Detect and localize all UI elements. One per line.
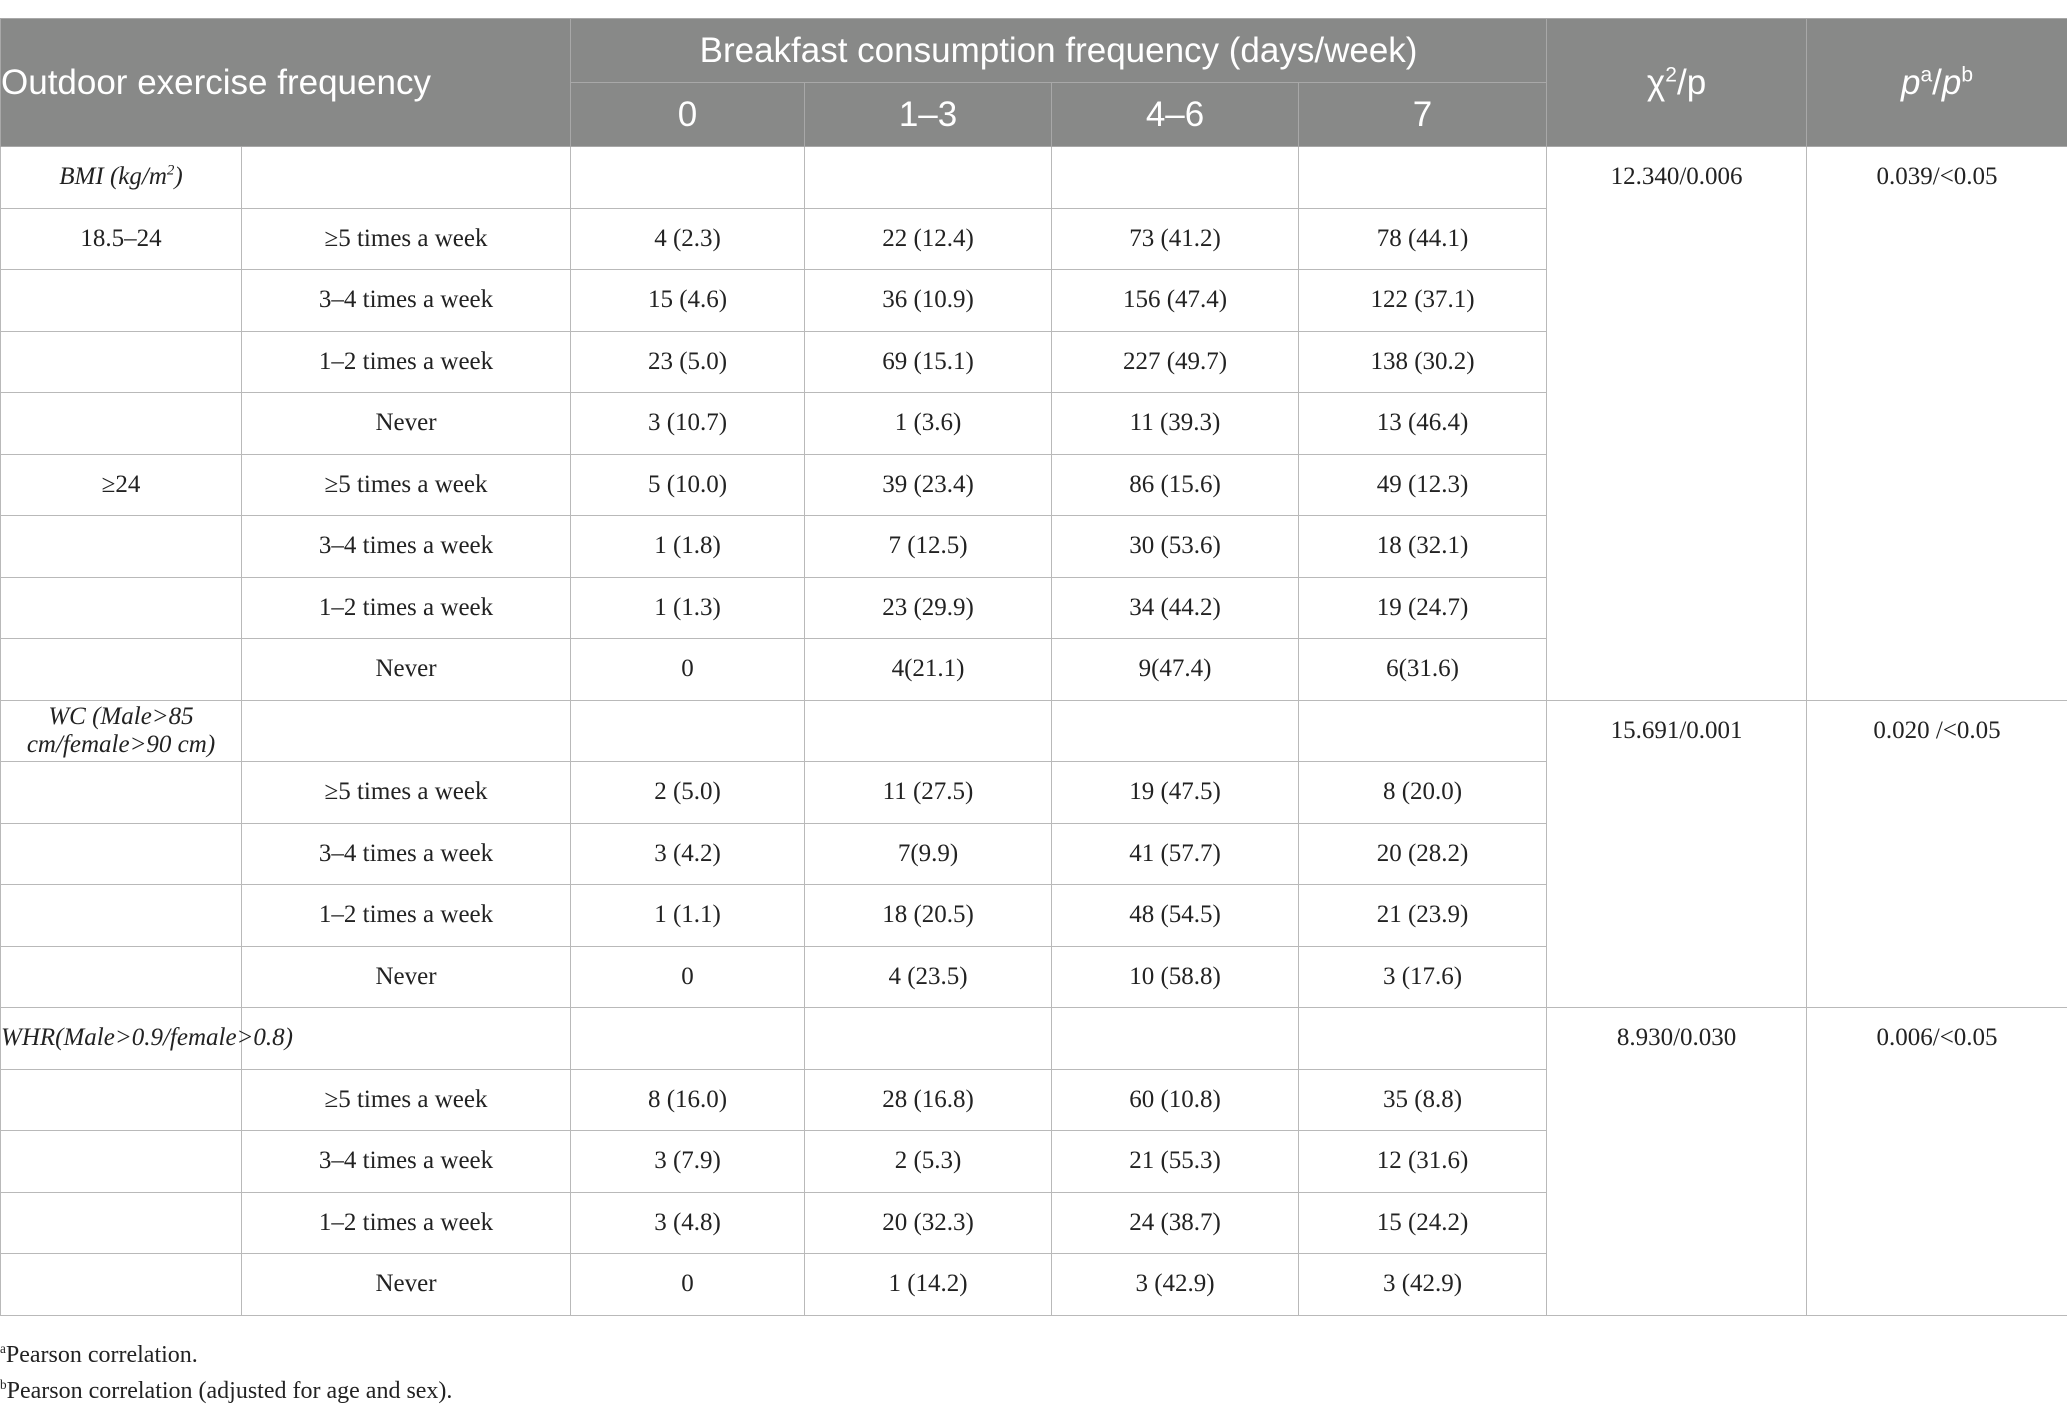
header-col-0: 0: [571, 83, 805, 147]
header-exercise-frequency: Outdoor exercise frequency: [1, 19, 571, 147]
exercise-frequency: ≥5 times a week: [242, 1069, 571, 1131]
value-cell: 4 (23.5): [805, 946, 1052, 1008]
value-cell: 3 (42.9): [1052, 1254, 1299, 1316]
empty-cell: [571, 700, 805, 762]
bmi-group-label: [1, 516, 242, 578]
footnote-mark: a: [0, 1341, 6, 1356]
value-cell: 39 (23.4): [805, 454, 1052, 516]
value-cell: 2 (5.3): [805, 1131, 1052, 1193]
section-header-row: [1, 700, 2067, 762]
table-body: [1, 147, 2067, 1316]
sup-a: a: [1920, 62, 1933, 86]
p-slash: /: [1932, 62, 1942, 102]
bmi-group-label: [1, 946, 242, 1008]
value-cell: 18 (20.5): [805, 885, 1052, 947]
exercise-frequency: Never: [242, 393, 571, 455]
chi2-p-value: 15.691/0.001: [1547, 700, 1807, 1008]
results-table: [0, 18, 2067, 1316]
value-cell: 122 (37.1): [1299, 270, 1547, 332]
empty-cell: [571, 1008, 805, 1070]
p-a: p: [1901, 62, 1921, 102]
exercise-frequency: Never: [242, 639, 571, 701]
value-cell: 9(47.4): [1052, 639, 1299, 701]
empty-cell: [1052, 147, 1299, 209]
value-cell: 6(31.6): [1299, 639, 1547, 701]
bmi-group-label: [1, 823, 242, 885]
value-cell: 1 (3.6): [805, 393, 1052, 455]
header-col-1-3: 1–3: [805, 83, 1052, 147]
section-title-tail: ): [174, 163, 183, 191]
chi2-p-value: 12.340/0.006: [1547, 147, 1807, 701]
bmi-group-label: [1, 885, 242, 947]
footnote-text: Pearson correlation.: [5, 1342, 198, 1368]
exercise-frequency: 1–2 times a week: [242, 1192, 571, 1254]
section-title-text: WC (Male>85 cm/female>90 cm): [26, 702, 216, 758]
exercise-frequency: 1–2 times a week: [242, 885, 571, 947]
value-cell: 2 (5.0): [571, 762, 805, 824]
header-col-7: 7: [1299, 83, 1547, 147]
p-b: p: [1941, 62, 1962, 102]
value-cell: 12 (31.6): [1299, 1131, 1547, 1193]
pa-pb-value: 0.039/<0.05: [1807, 147, 2067, 701]
exercise-frequency: 3–4 times a week: [242, 270, 571, 332]
pa-pb-value: 0.006/<0.05: [1807, 1008, 2067, 1316]
bmi-group-label: [1, 331, 242, 393]
value-cell: 4 (2.3): [571, 208, 805, 270]
value-cell: 13 (46.4): [1299, 393, 1547, 455]
value-cell: 18 (32.1): [1299, 516, 1547, 578]
value-cell: 7(9.9): [805, 823, 1052, 885]
bmi-group-label: ≥24: [1, 454, 242, 516]
value-cell: 0: [571, 946, 805, 1008]
bmi-group-label: [1, 1131, 242, 1193]
empty-cell: [805, 147, 1052, 209]
footnotes: [0, 1337, 452, 1409]
header-chi2-p: [1547, 19, 1807, 147]
value-cell: 7 (12.5): [805, 516, 1052, 578]
bmi-group-label: [1, 1254, 242, 1316]
value-cell: 3 (4.2): [571, 823, 805, 885]
section-title: [1, 700, 242, 762]
exercise-frequency: 3–4 times a week: [242, 516, 571, 578]
value-cell: 11 (27.5): [805, 762, 1052, 824]
exercise-frequency: 3–4 times a week: [242, 1131, 571, 1193]
empty-cell: [242, 147, 571, 209]
exercise-frequency: ≥5 times a week: [242, 208, 571, 270]
value-cell: 22 (12.4): [805, 208, 1052, 270]
empty-cell: [242, 700, 571, 762]
header-pa-pb: [1807, 19, 2067, 147]
sup-b: b: [1961, 62, 1974, 86]
section-header-row: [1, 147, 2067, 209]
chi2-p-value: 8.930/0.030: [1547, 1008, 1807, 1316]
value-cell: 8 (20.0): [1299, 762, 1547, 824]
exercise-frequency: Never: [242, 1254, 571, 1316]
value-cell: 1 (1.1): [571, 885, 805, 947]
section-title-sup: 2: [166, 162, 175, 179]
header-col-4-6: 4–6: [1052, 83, 1299, 147]
value-cell: 41 (57.7): [1052, 823, 1299, 885]
footnote-b: [0, 1373, 452, 1409]
value-cell: 69 (15.1): [805, 331, 1052, 393]
value-cell: 21 (23.9): [1299, 885, 1547, 947]
value-cell: 15 (4.6): [571, 270, 805, 332]
value-cell: 3 (17.6): [1299, 946, 1547, 1008]
bmi-group-label: [1, 270, 242, 332]
bmi-group-label: 18.5–24: [1, 208, 242, 270]
value-cell: 60 (10.8): [1052, 1069, 1299, 1131]
empty-cell: [1052, 700, 1299, 762]
value-cell: 8 (16.0): [571, 1069, 805, 1131]
value-cell: 4(21.1): [805, 639, 1052, 701]
value-cell: 19 (24.7): [1299, 577, 1547, 639]
value-cell: 30 (53.6): [1052, 516, 1299, 578]
value-cell: 20 (28.2): [1299, 823, 1547, 885]
value-cell: 1 (1.3): [571, 577, 805, 639]
value-cell: 21 (55.3): [1052, 1131, 1299, 1193]
bmi-group-label: [1, 1069, 242, 1131]
value-cell: 3 (4.8): [571, 1192, 805, 1254]
pa-pb-value: 0.020 /<0.05: [1807, 700, 2067, 1008]
empty-cell: [1299, 700, 1547, 762]
value-cell: 15 (24.2): [1299, 1192, 1547, 1254]
section-header-row: [1, 1008, 2067, 1070]
exercise-frequency: 1–2 times a week: [242, 577, 571, 639]
value-cell: 78 (44.1): [1299, 208, 1547, 270]
footnote-mark: b: [0, 1377, 7, 1392]
empty-cell: [1299, 147, 1547, 209]
empty-cell: [571, 147, 805, 209]
value-cell: 36 (10.9): [805, 270, 1052, 332]
value-cell: 3 (7.9): [571, 1131, 805, 1193]
section-title: [1, 1008, 293, 1070]
empty-cell: [805, 700, 1052, 762]
value-cell: 28 (16.8): [805, 1069, 1052, 1131]
chi-tail: /p: [1676, 62, 1707, 102]
value-cell: 35 (8.8): [1299, 1069, 1547, 1131]
value-cell: 48 (54.5): [1052, 885, 1299, 947]
value-cell: 1 (1.8): [571, 516, 805, 578]
empty-cell: [1052, 1008, 1299, 1070]
empty-cell: [805, 1008, 1052, 1070]
value-cell: 19 (47.5): [1052, 762, 1299, 824]
section-title-text: WHR(Male>0.9/female>0.8): [1, 1024, 293, 1052]
value-cell: 11 (39.3): [1052, 393, 1299, 455]
value-cell: 86 (15.6): [1052, 454, 1299, 516]
exercise-frequency: ≥5 times a week: [242, 454, 571, 516]
section-title: [1, 147, 242, 209]
value-cell: 10 (58.8): [1052, 946, 1299, 1008]
value-cell: 156 (47.4): [1052, 270, 1299, 332]
value-cell: 138 (30.2): [1299, 331, 1547, 393]
bmi-group-label: [1, 639, 242, 701]
value-cell: 1 (14.2): [805, 1254, 1052, 1316]
value-cell: 0: [571, 639, 805, 701]
footnote-a: [0, 1337, 452, 1373]
bmi-group-label: [1, 762, 242, 824]
empty-cell: [1299, 1008, 1547, 1070]
chi-superscript: 2: [1665, 62, 1677, 86]
section-title-text: BMI (kg/m: [59, 163, 167, 191]
value-cell: 227 (49.7): [1052, 331, 1299, 393]
bmi-group-label: [1, 393, 242, 455]
value-cell: 23 (5.0): [571, 331, 805, 393]
value-cell: 34 (44.2): [1052, 577, 1299, 639]
value-cell: 0: [571, 1254, 805, 1316]
header-breakfast-frequency: Breakfast consumption frequency (days/week): [571, 19, 1547, 83]
value-cell: 23 (29.9): [805, 577, 1052, 639]
value-cell: 5 (10.0): [571, 454, 805, 516]
exercise-frequency: Never: [242, 946, 571, 1008]
value-cell: 73 (41.2): [1052, 208, 1299, 270]
bmi-group-label: [1, 577, 242, 639]
chi-symbol: χ: [1646, 62, 1666, 102]
exercise-frequency: 3–4 times a week: [242, 823, 571, 885]
value-cell: 3 (10.7): [571, 393, 805, 455]
value-cell: 49 (12.3): [1299, 454, 1547, 516]
value-cell: 24 (38.7): [1052, 1192, 1299, 1254]
value-cell: 3 (42.9): [1299, 1254, 1547, 1316]
value-cell: 20 (32.3): [805, 1192, 1052, 1254]
bmi-group-label: [1, 1192, 242, 1254]
exercise-frequency: ≥5 times a week: [242, 762, 571, 824]
exercise-frequency: 1–2 times a week: [242, 331, 571, 393]
footnote-text: Pearson correlation (adjusted for age and sex).: [6, 1378, 453, 1404]
